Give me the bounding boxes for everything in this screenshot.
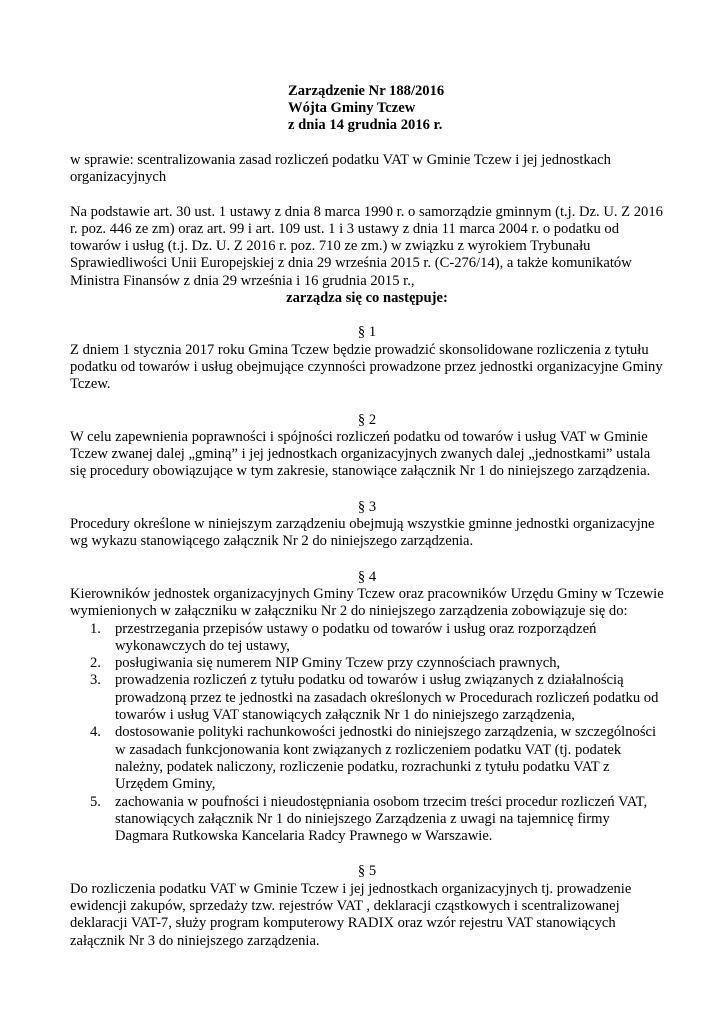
section-mark: § 1 [357, 324, 377, 341]
section-mark: § 3 [357, 498, 377, 515]
list-item-text: przestrzegania przepisów ustawy o podatku od towarów i usług oraz rozporządzeń wykonawczych do tej ustawy, [115, 620, 597, 654]
list-item [90, 655, 664, 672]
document-title [288, 83, 664, 134]
section-text: Procedury określone w niniejszym zarządzeniu obejmują wszystkie gminne jednostki organizacyjne wg wykazu stanowiącego załącznik Nr 2 do niniejszego zarządzenia. [70, 516, 655, 550]
section-mark: § 2 [357, 411, 377, 428]
section-text: W celu zapewnienia poprawności i spójności rozliczeń podatku od towarów i usług VAT w Gminie Tczew zwanej dalej „gminą” i jej jednostkach organizacyjnych zwanych dalej „jednostkami” ustala się procedury obowiązujące w tym zakresie, stanowiące załącznik Nr 1 do niniejszego zarządzenia. [70, 428, 651, 480]
list-item [90, 793, 664, 846]
section-text: Z dniem 1 stycznia 2017 roku Gmina Tczew będzie prowadzić skonsolidowane rozliczenia z tytułu podatku od towarów i usług obejmujące czynności prowadzone przez jednostki organizacyjne Gminy Tczew. [70, 341, 663, 393]
section-2 [70, 412, 664, 481]
list-item [90, 672, 664, 724]
title-line-3: z dnia 14 grudnia 2016 r. [288, 117, 443, 133]
list-item [90, 724, 664, 793]
list-item-number: 4. [90, 724, 101, 741]
title-line-2: Wójta Gminy Tczew [288, 100, 416, 116]
section-text: Do rozliczenia podatku VAT w Gminie Tczew i jej jednostkach organizacyjnych tj. prowadzenie ewidencji zakupów, sprzedaży tzw. rejestrów VAT , deklaracji cząstkowych i scentralizowanej deklaracji VAT-7, służy program komputerowy RADIX oraz wzór rejestru VAT stanowiących załącznik Nr 3 do niniejszego zarządzenia. [70, 880, 632, 949]
section-mark: § 5 [357, 863, 377, 880]
title-line-1: Zarządzenie Nr 188/2016 [288, 83, 445, 99]
list-item-number: 5. [90, 793, 101, 810]
section-4 [70, 569, 664, 846]
list-item-text: prowadzenia rozliczeń z tytułu podatku od towarów i usług związanych z działalnością prowadzoną przez te jednostki na zasadach określonych w Procedurach rozliczeń podatku od towarów i usług VAT stanowiących załącznik Nr 1 do niniejszego zarządzenia, [115, 672, 659, 724]
list-item-text: dostosowanie polityki rachunkowości jednostki do niniejszego zarządzenia, w szczególności w zasadach funkcjonowania kont związanych z rozliczeniem podatku VAT (tj. podatek należny, podatek naliczony, rozliczenie podatku, rozrachunki z tytułu podatku VAT z Urzędem Gminy, [115, 724, 657, 793]
decree-heading: zarządza się co następuje: [286, 290, 448, 307]
list-item-number: 1. [90, 620, 101, 637]
subject-paragraph: w sprawie: scentralizowania zasad rozliczeń podatku VAT w Gminie Tczew i jej jednostkach organizacyjnych [70, 152, 611, 186]
section-mark: § 4 [357, 568, 377, 585]
list-item [90, 620, 664, 656]
section-3 [70, 499, 664, 551]
section-1 [70, 324, 664, 393]
list-item-number: 2. [90, 655, 101, 672]
section-text: Kierowników jednostek organizacyjnych Gminy Tczew oraz pracowników Urzędu Gminy w Tczewie wymienionych w załączniku w załączniku Nr 2 do niniejszego zarządzenia zobowiązuje się do: [70, 585, 664, 620]
section-5 [70, 863, 664, 949]
list-item-text: posługiwania się numerem NIP Gminy Tczew przy czynnościach prawnych, [115, 655, 561, 672]
obligations-list [70, 621, 664, 846]
list-item-text: zachowania w poufności i nieudostępniania osobom trzecim treści procedur rozliczeń VAT, stanowiących załącznik Nr 1 do niniejszego Zarządzenia z uwagi na tajemnicę firmy Dagmara Rutkowska Kancelaria Radcy Prawnego w Warszawie. [115, 793, 648, 845]
legal-basis-paragraph: Na podstawie art. 30 ust. 1 ustawy z dnia 8 marca 1990 r. o samorządzie gminnym (t.j. Dz. U. Z 2016 r. poz. 446 ze zm) oraz art. 99 i art. 109 ust. 1 i 3 ustawy z dnia 11 marca 2004 r. o podatku od towarów i usług (t.j. Dz. U. Z 2016 r. poz. 710 ze zm.) w związku z wyrokiem Trybunału Sprawiedliwości Unii Europejskiej z dnia 29 września 2015 r. (C-276/14), a także komunikatów Ministra Finansów z dnia 29 września i 16 grudnia 2015 r., [70, 203, 663, 289]
list-item-number: 3. [90, 672, 101, 689]
